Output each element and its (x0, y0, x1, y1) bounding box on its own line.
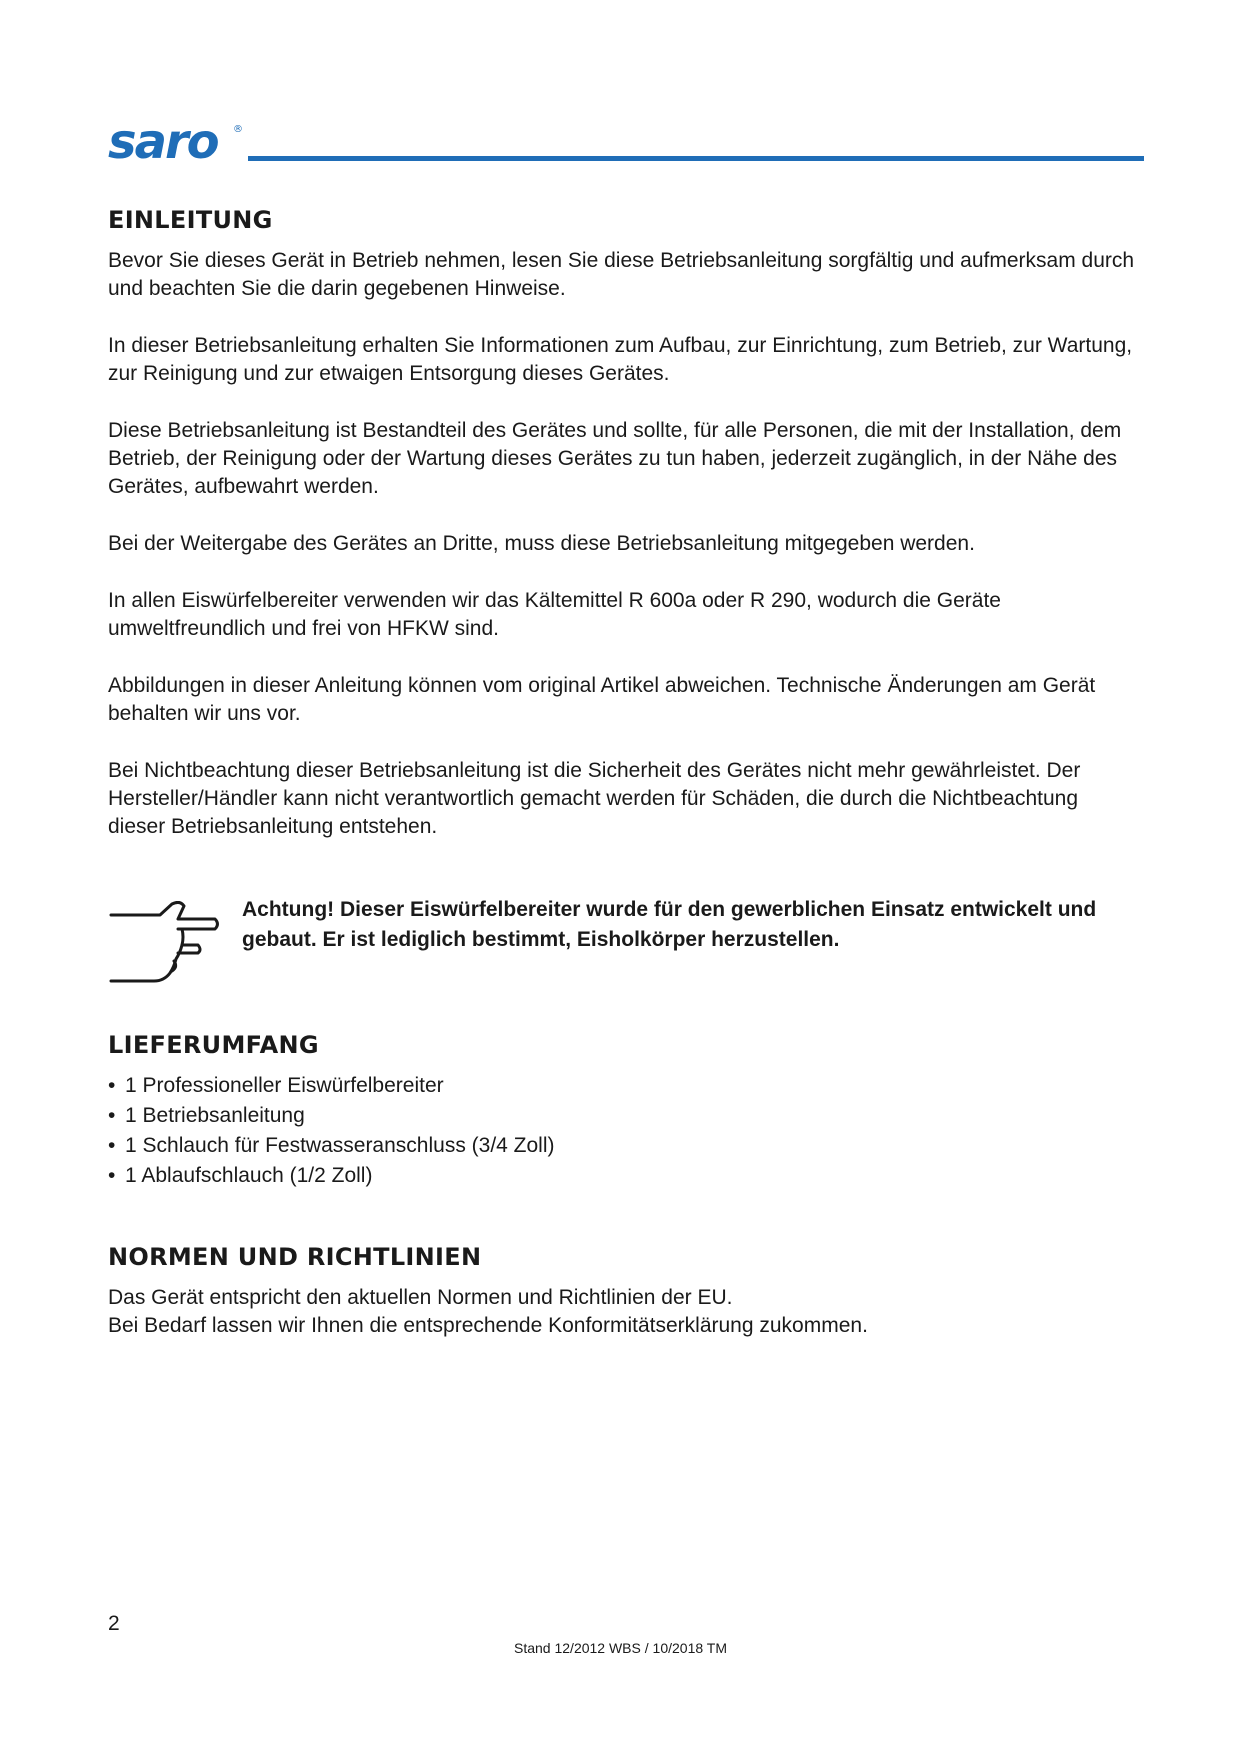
list-item-text: 1 Schlauch für Festwasseranschluss (3/4 Zoll) (125, 1134, 555, 1157)
warning-notice (108, 895, 1138, 975)
list-item-text: 1 Betriebsanleitung (125, 1104, 305, 1127)
saro-logo (108, 118, 244, 166)
normen-line: Das Gerät entspricht den aktuellen Normen und Richtlinien der EU. (108, 1286, 733, 1309)
section-title-lieferumfang: LIEFERUMFANG (108, 1031, 319, 1059)
bullet: • (108, 1074, 116, 1097)
page-header (108, 118, 1144, 166)
header-rule (248, 156, 1144, 161)
einleitung-paragraph: In allen Eiswürfelbereiter verwenden wir das Kältemittel R 600a oder R 290, wodurch die Geräte umweltfreundlich und frei von HFKW sind. (108, 589, 1001, 640)
document-content (108, 206, 1138, 1340)
einleitung-paragraph: Bevor Sie dieses Gerät in Betrieb nehmen, lesen Sie diese Betriebsanleitung sorgfältig und aufmerksam durch und beachten Sie die darin gegebenen Hinweise. (108, 249, 1135, 300)
bullet: • (108, 1164, 116, 1187)
list-item-text: 1 Ablaufschlauch (1/2 Zoll) (125, 1164, 373, 1187)
revision-stamp: Stand 12/2012 WBS / 10/2018 TM (514, 1640, 727, 1656)
svg-text:®: ® (233, 124, 243, 135)
bullet: • (108, 1104, 116, 1127)
bullet: • (108, 1134, 116, 1157)
list-item-text: 1 Professioneller Eiswürfelbereiter (125, 1074, 444, 1097)
normen-line: Bei Bedarf lassen wir Ihnen die entsprechende Konformitätserklärung zukommen. (108, 1314, 868, 1337)
einleitung-paragraph: Diese Betriebsanleitung ist Bestandteil des Gerätes und sollte, für alle Personen, die mit der Installation, dem Betrieb, der Reinigung oder der Wartung dieses Gerätes zu tun haben, jederzeit zugänglich, in der Nähe des Gerätes, aufbewahrt werden. (108, 419, 1122, 498)
list-item (108, 1161, 1138, 1191)
list-item (108, 1131, 1138, 1161)
einleitung-paragraph: In dieser Betriebsanleitung erhalten Sie Informationen zum Aufbau, zur Einrichtung, zum Betrieb, zur Wartung, zur Reinigung und zur etwaigen Entsorgung dieses Gerätes. (108, 334, 1133, 385)
pointing-hand-icon (108, 901, 220, 985)
delivery-list (108, 1071, 1138, 1191)
section-title-einleitung: EINLEITUNG (108, 206, 273, 234)
section-title-normen: NORMEN UND RICHTLINIEN (108, 1243, 482, 1271)
list-item (108, 1071, 1138, 1101)
einleitung-paragraph: Bei der Weitergabe des Gerätes an Dritte, muss diese Betriebsanleitung mitgegeben werden. (108, 532, 975, 555)
einleitung-paragraph: Bei Nichtbeachtung dieser Betriebsanleitung ist die Sicherheit des Gerätes nicht mehr gewährleistet. Der Hersteller/Händler kann nicht verantwortlich gemacht werden für Schäden, die durch die Nichtbeachtung dieser Betriebsanleitung entstehen. (108, 759, 1081, 838)
page-number: 2 (108, 1612, 120, 1635)
svg-text:saro: saro (108, 118, 218, 166)
warning-text: Achtung! Dieser Eiswürfelbereiter wurde für den gewerblichen Einsatz entwickelt und gebaut. Er ist lediglich bestimmt, Eisholkörper herzustellen. (242, 898, 1097, 951)
section-lieferumfang (108, 1031, 1138, 1191)
section-normen (108, 1243, 1138, 1340)
list-item (108, 1101, 1138, 1131)
einleitung-paragraph: Abbildungen in dieser Anleitung können vom original Artikel abweichen. Technische Änderungen am Gerät behalten wir uns vor. (108, 674, 1096, 725)
